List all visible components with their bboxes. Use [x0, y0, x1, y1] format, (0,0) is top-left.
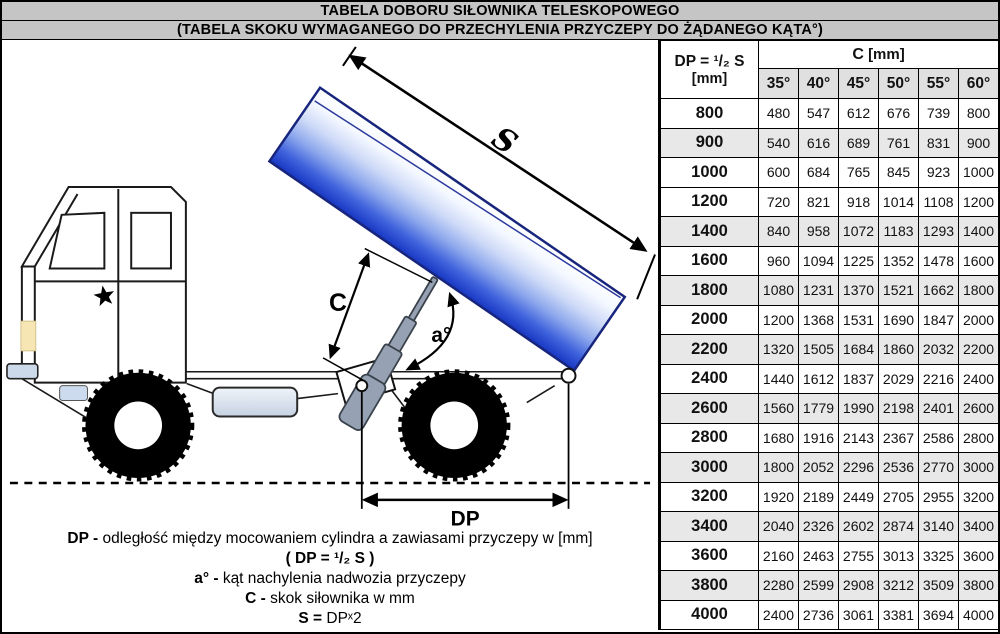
stroke-value-cell: 2326	[799, 512, 839, 542]
table-row	[661, 453, 999, 483]
stroke-value-cell: 2600	[959, 394, 999, 424]
table-row	[661, 364, 999, 394]
angle-label: a°	[431, 323, 452, 347]
side-marker-light	[21, 321, 36, 351]
stroke-value-cell: 761	[879, 128, 919, 158]
dp-value-cell: 2000	[661, 305, 759, 335]
stroke-value-cell: 720	[759, 187, 799, 217]
dp-value-cell: 3200	[661, 482, 759, 512]
legend-term: ( DP = ¹/₂ S )	[285, 550, 375, 567]
stroke-value-cell: 3400	[959, 512, 999, 542]
front-wheel	[85, 373, 190, 478]
stroke-value-cell: 616	[799, 128, 839, 158]
stroke-value-cell: 960	[759, 246, 799, 276]
stroke-value-cell: 800	[959, 99, 999, 129]
stroke-value-cell: 2200	[959, 335, 999, 365]
stroke-value-cell: 1200	[759, 305, 799, 335]
stroke-value-cell: 2874	[879, 512, 919, 542]
stroke-value-cell: 2400	[959, 364, 999, 394]
table-row	[661, 423, 999, 453]
stroke-value-cell: 1779	[799, 394, 839, 424]
stroke-value-cell: 2198	[879, 394, 919, 424]
legend-line	[2, 549, 658, 569]
stroke-value-cell: 1505	[799, 335, 839, 365]
stroke-value-cell: 1320	[759, 335, 799, 365]
table-row	[661, 128, 999, 158]
stroke-value-cell: 3140	[919, 512, 959, 542]
stroke-value-cell: 1690	[879, 305, 919, 335]
stroke-value-cell: 1000	[959, 158, 999, 188]
content	[2, 40, 998, 630]
stroke-value-cell: 2280	[759, 571, 799, 601]
side-step	[60, 386, 88, 401]
dp-value-cell: 1400	[661, 217, 759, 247]
stroke-value-cell: 739	[919, 99, 959, 129]
dp-value-cell: 3000	[661, 453, 759, 483]
legend-text: skok siłownika w mm	[270, 590, 415, 607]
stroke-value-cell: 540	[759, 128, 799, 158]
stroke-value-cell: 2800	[959, 423, 999, 453]
table-header	[661, 41, 999, 99]
stroke-value-cell: 1920	[759, 482, 799, 512]
dp-value-cell: 800	[661, 99, 759, 129]
table-row	[661, 335, 999, 365]
stroke-value-cell: 1990	[839, 394, 879, 424]
title-bar	[2, 2, 998, 40]
stroke-value-cell: 2463	[799, 541, 839, 571]
stroke-value-cell: 2602	[839, 512, 879, 542]
dp-label: DP	[450, 507, 480, 531]
stroke-value-cell: 1680	[759, 423, 799, 453]
stroke-value-cell: 2189	[799, 482, 839, 512]
stroke-value-cell: 1600	[959, 246, 999, 276]
stroke-value-cell: 3000	[959, 453, 999, 483]
table-row	[661, 571, 999, 601]
table-row	[661, 394, 999, 424]
table-row	[661, 276, 999, 306]
angle-column-header: 40°	[799, 69, 839, 99]
dp-value-cell: 3800	[661, 571, 759, 601]
stroke-value-cell: 3013	[879, 541, 919, 571]
stroke-value-cell: 3800	[959, 571, 999, 601]
stroke-value-cell: 1662	[919, 276, 959, 306]
table-row	[661, 512, 999, 542]
stroke-value-cell: 3600	[959, 541, 999, 571]
stroke-value-cell: 600	[759, 158, 799, 188]
stroke-value-cell: 2216	[919, 364, 959, 394]
stroke-value-cell: 1800	[759, 453, 799, 483]
dp-value-cell: 2800	[661, 423, 759, 453]
stroke-value-cell: 1847	[919, 305, 959, 335]
dp-value-cell: 3400	[661, 512, 759, 542]
stroke-selection-table	[660, 40, 999, 630]
page-subtitle: (TABELA SKOKU WYMAGANEGO DO PRZECHYLENIA PRZYCZEPY DO ŻĄDANEGO KĄTA°)	[2, 21, 998, 40]
stroke-value-cell: 900	[959, 128, 999, 158]
stroke-value-cell: 1225	[839, 246, 879, 276]
dp-value-cell: 3600	[661, 541, 759, 571]
angle-column-header: 45°	[839, 69, 879, 99]
stroke-value-cell: 1370	[839, 276, 879, 306]
trailer-hinge	[562, 369, 576, 383]
cylinder-pivot	[356, 380, 367, 391]
table-body	[661, 99, 999, 630]
legend-text: kąt nachylenia nadwozia przyczepy	[222, 570, 466, 587]
stroke-value-cell: 765	[839, 158, 879, 188]
stroke-value-cell: 1080	[759, 276, 799, 306]
angle-column-header: 55°	[919, 69, 959, 99]
stroke-value-cell: 2367	[879, 423, 919, 453]
stroke-value-cell: 547	[799, 99, 839, 129]
stroke-value-cell: 2736	[799, 600, 839, 630]
dp-value-cell: 1000	[661, 158, 759, 188]
stroke-value-cell: 2770	[919, 453, 959, 483]
stroke-value-cell: 1478	[919, 246, 959, 276]
stroke-value-cell: 845	[879, 158, 919, 188]
angle-column-header: 60°	[959, 69, 999, 99]
stroke-value-cell: 1800	[959, 276, 999, 306]
stroke-value-cell: 2908	[839, 571, 879, 601]
stroke-value-cell: 3694	[919, 600, 959, 630]
stroke-value-cell: 1094	[799, 246, 839, 276]
dp-value-cell: 4000	[661, 600, 759, 630]
stroke-value-cell: 1014	[879, 187, 919, 217]
legend	[2, 529, 658, 629]
legend-term: S =	[298, 610, 323, 627]
stroke-value-cell: 2586	[919, 423, 959, 453]
stroke-value-cell: 689	[839, 128, 879, 158]
stroke-value-cell: 1400	[959, 217, 999, 247]
stroke-value-cell: 2401	[919, 394, 959, 424]
dp-value-cell: 2200	[661, 335, 759, 365]
stroke-value-cell: 2955	[919, 482, 959, 512]
stroke-value-cell: 1440	[759, 364, 799, 394]
table-row	[661, 305, 999, 335]
stroke-value-cell: 1684	[839, 335, 879, 365]
s-label: S	[485, 119, 524, 163]
dp-value-cell: 900	[661, 128, 759, 158]
stroke-value-cell: 1183	[879, 217, 919, 247]
c-unit: [mm]	[868, 45, 905, 63]
stroke-value-cell: 1531	[839, 305, 879, 335]
stroke-value-cell: 2032	[919, 335, 959, 365]
stroke-value-cell: 923	[919, 158, 959, 188]
dp-value-cell: 1800	[661, 276, 759, 306]
table-row	[661, 99, 999, 129]
door-window	[131, 213, 171, 269]
table-row	[661, 541, 999, 571]
stroke-value-cell: 684	[799, 158, 839, 188]
stroke-value-cell: 3061	[839, 600, 879, 630]
stroke-value-cell: 2000	[959, 305, 999, 335]
stroke-value-cell: 612	[839, 99, 879, 129]
legend-line	[2, 529, 658, 549]
stroke-value-cell: 1200	[959, 187, 999, 217]
table-row	[661, 217, 999, 247]
table-row	[661, 187, 999, 217]
fuel-tank	[213, 388, 297, 417]
stroke-value-cell: 958	[799, 217, 839, 247]
dp-value-cell: 2400	[661, 364, 759, 394]
stroke-value-cell: 2536	[879, 453, 919, 483]
stroke-value-cell: 3325	[919, 541, 959, 571]
stroke-value-cell: 2449	[839, 482, 879, 512]
stroke-value-cell: 1560	[759, 394, 799, 424]
stroke-value-cell: 2029	[879, 364, 919, 394]
stroke-value-cell: 1293	[919, 217, 959, 247]
c-column-header	[759, 41, 999, 69]
stroke-value-cell: 1837	[839, 364, 879, 394]
page-title: TABELA DOBORU SIŁOWNIKA TELESKOPOWEGO	[2, 2, 998, 21]
stroke-value-cell: 1916	[799, 423, 839, 453]
stroke-value-cell: 2143	[839, 423, 879, 453]
diagram-panel	[2, 40, 660, 630]
stroke-value-cell: 2705	[879, 482, 919, 512]
dp-column-header	[661, 41, 759, 99]
stroke-value-cell: 1521	[879, 276, 919, 306]
legend-line	[2, 589, 658, 609]
truck-cab	[7, 187, 186, 383]
stroke-value-cell: 821	[799, 187, 839, 217]
stroke-value-cell: 2599	[799, 571, 839, 601]
dp-unit: [mm]	[691, 70, 728, 87]
stroke-value-cell: 840	[759, 217, 799, 247]
front-bumper	[7, 364, 38, 379]
stroke-value-cell: 4000	[959, 600, 999, 630]
stroke-value-cell: 1231	[799, 276, 839, 306]
stroke-value-cell: 480	[759, 99, 799, 129]
stroke-value-cell: 3212	[879, 571, 919, 601]
stroke-value-cell: 2400	[759, 600, 799, 630]
angle-column-header: 50°	[879, 69, 919, 99]
stroke-value-cell: 831	[919, 128, 959, 158]
legend-text: odległość między mocowaniem cylindra a zawiasami przyczepy w [mm]	[102, 530, 593, 547]
c-symbol: C	[852, 45, 864, 63]
rear-wheel	[402, 373, 507, 478]
legend-line	[2, 569, 658, 589]
legend-term: a° -	[194, 570, 219, 587]
table-row	[661, 246, 999, 276]
stroke-value-cell: 3509	[919, 571, 959, 601]
dp-value-cell: 1200	[661, 187, 759, 217]
stroke-value-cell: 2296	[839, 453, 879, 483]
dp-value-cell: 2600	[661, 394, 759, 424]
stroke-value-cell: 2040	[759, 512, 799, 542]
stroke-value-cell: 1108	[919, 187, 959, 217]
stroke-value-cell: 676	[879, 99, 919, 129]
legend-line	[2, 609, 658, 629]
table-row	[661, 158, 999, 188]
legend-text: DPˣ2	[326, 610, 362, 627]
stroke-value-cell: 3381	[879, 600, 919, 630]
stroke-value-cell: 2160	[759, 541, 799, 571]
angle-column-header: 35°	[759, 69, 799, 99]
c-label: C	[328, 290, 347, 318]
dp-formula: DP = ¹/₂ S	[674, 52, 745, 70]
dp-value-cell: 1600	[661, 246, 759, 276]
legend-term: C -	[245, 590, 266, 607]
stroke-value-cell: 1352	[879, 246, 919, 276]
stroke-value-cell: 918	[839, 187, 879, 217]
stroke-value-cell: 2052	[799, 453, 839, 483]
table-row	[661, 482, 999, 512]
legend-term: DP -	[67, 530, 99, 547]
table-row	[661, 600, 999, 630]
stroke-value-cell: 2755	[839, 541, 879, 571]
stroke-value-cell: 1368	[799, 305, 839, 335]
stroke-value-cell: 1072	[839, 217, 879, 247]
stroke-value-cell: 1860	[879, 335, 919, 365]
stroke-value-cell: 3200	[959, 482, 999, 512]
stroke-value-cell: 1612	[799, 364, 839, 394]
